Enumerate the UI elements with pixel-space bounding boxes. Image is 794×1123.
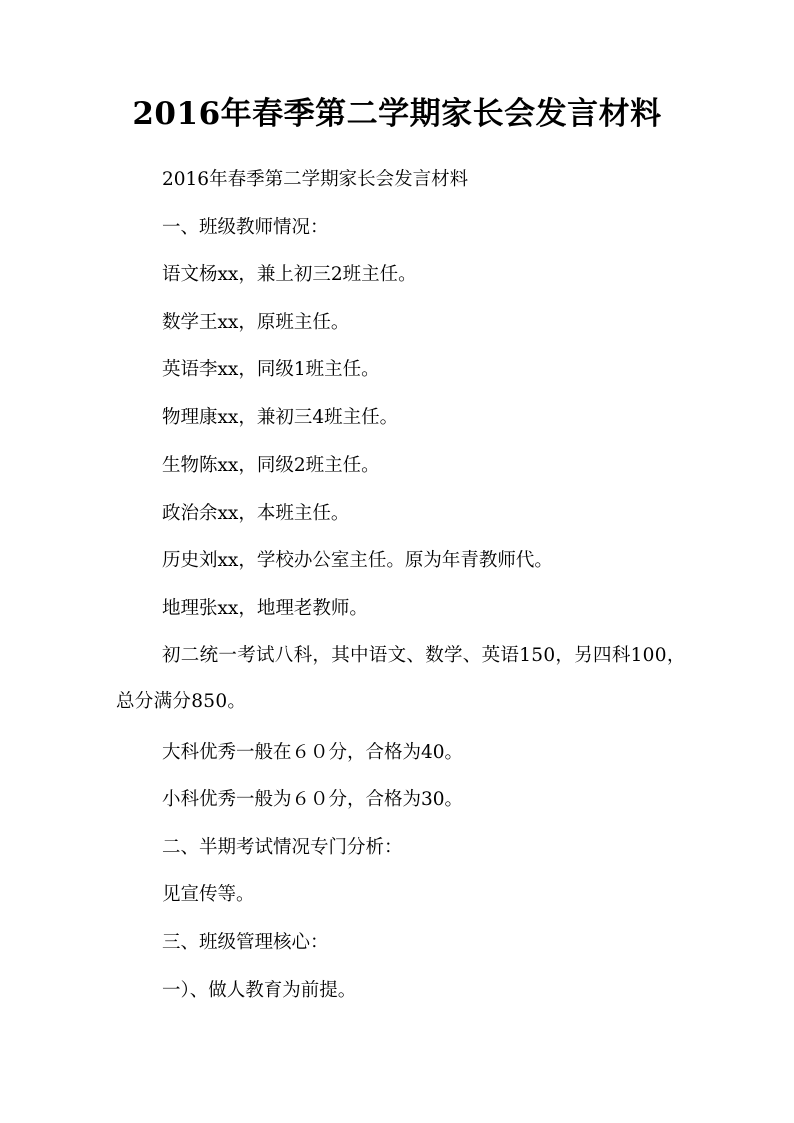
paragraph-teacher-chinese: 语文杨xx，兼上初三2班主任。 xyxy=(162,264,417,285)
paragraph-teacher-biology: 生物陈xx，同级2班主任。 xyxy=(162,455,380,476)
paragraph-teacher-politics: 政治余xx，本班主任。 xyxy=(162,503,350,524)
paragraph-teacher-geography: 地理张xx，地理老教师。 xyxy=(162,598,368,619)
paragraph-see-publicity: 见宣传等。 xyxy=(162,884,255,905)
paragraph-subtitle: 2016年春季第二学期家长会发言材料 xyxy=(162,169,469,190)
document-title: 2016年春季第二学期家长会发言材料 xyxy=(132,96,662,132)
paragraph-teacher-math: 数学王xx，原班主任。 xyxy=(162,312,350,333)
paragraph-teacher-english: 英语李xx，同级1班主任。 xyxy=(162,359,380,380)
paragraph-teacher-history: 历史刘xx，学校办公室主任。原为年青教师代。 xyxy=(162,550,553,571)
paragraph-minor-subject-standard: 小科优秀一般为６０分，合格为30。 xyxy=(162,789,464,810)
paragraph-section-2-heading: 二、半期考试情况专门分析： xyxy=(162,837,403,858)
paragraph-section-1-heading: 一、班级教师情况： xyxy=(162,217,329,238)
paragraph-major-subject-standard: 大科优秀一般在６０分，合格为40。 xyxy=(162,742,464,763)
paragraph-section-3-heading: 三、班级管理核心： xyxy=(162,932,329,953)
paragraph-subsection-1: 一）、做人教育为前提。 xyxy=(162,980,357,1001)
paragraph-exam-subjects: 初二统一考试八科，其中语文、数学、英语150，另四科100，总分满分850。 xyxy=(116,645,686,712)
paragraph-teacher-physics: 物理康xx，兼初三4班主任。 xyxy=(162,407,399,428)
